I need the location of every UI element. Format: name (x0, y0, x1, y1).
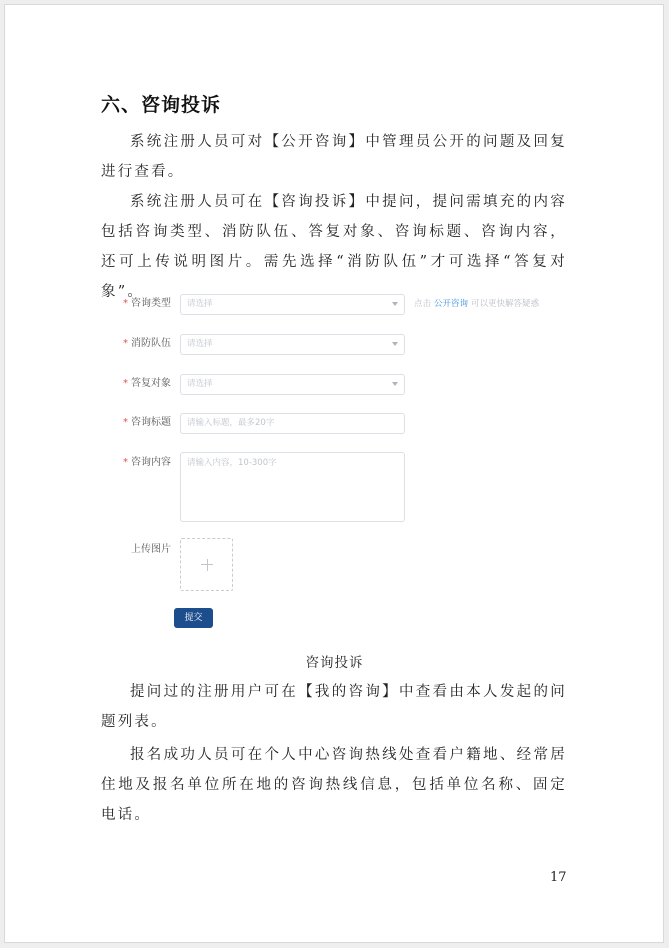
required-mark: * (123, 417, 128, 428)
reply-target-label: * 答复对象 (123, 378, 171, 389)
page-number: 17 (550, 870, 567, 885)
section-heading: 六、咨询投诉 (101, 94, 222, 116)
reply-target-placeholder: 请选择 (187, 379, 213, 389)
paragraph-consult-complaint: 系统注册人员可在【咨询投诉】中提问，提问需填充的内容包括咨询类型、消防队伍、答复对象、咨询标题、咨询内容，还可上传说明图片。需先选择“消防队伍”才可选择“答复对象”。 (101, 194, 567, 300)
required-mark: * (123, 378, 128, 389)
consult-type-placeholder: 请选择 (187, 299, 213, 309)
paragraph-my-consult: 提问过的注册用户可在【我的咨询】中查看由本人发起的问题列表。 (101, 684, 567, 730)
submit-button[interactable]: 提交 (174, 608, 213, 628)
title-label: * 咨询标题 (123, 417, 171, 428)
chevron-down-icon (392, 382, 398, 386)
required-mark: * (123, 338, 128, 349)
consult-type-label: * 咨询类型 (123, 298, 171, 309)
title-placeholder: 请输入标题，最多20字 (187, 418, 275, 428)
content-label: * 咨询内容 (123, 457, 171, 468)
required-mark: * (123, 457, 128, 468)
upload-label: 上传图片 (131, 544, 171, 555)
team-placeholder: 请选择 (187, 339, 213, 349)
paragraph-hotline: 报名成功人员可在个人中心咨询热线处查看户籍地、经常居住地及报名单位所在地的咨询热线信息，包括单位名称、固定电话。 (101, 747, 567, 823)
consult-type-select[interactable] (180, 294, 405, 315)
image-upload-box[interactable] (180, 538, 233, 591)
public-consult-hint: 点击 公开咨询 可以更快解答疑惑 (414, 299, 540, 309)
team-label: * 消防队伍 (123, 338, 171, 349)
content-placeholder: 请输入内容，10-300字 (187, 458, 277, 468)
reply-target-select[interactable] (180, 374, 405, 395)
required-mark: * (123, 298, 128, 309)
public-consult-link[interactable]: 公开咨询 (434, 299, 469, 309)
chevron-down-icon (392, 302, 398, 306)
paragraph-public-consult: 系统注册人员可对【公开咨询】中管理员公开的问题及回复进行查看。 (101, 134, 567, 180)
chevron-down-icon (392, 342, 398, 346)
team-select[interactable] (180, 334, 405, 355)
title-input[interactable] (180, 413, 405, 434)
figure-caption: 咨询投诉 (305, 655, 364, 671)
content-textarea[interactable] (180, 452, 405, 522)
